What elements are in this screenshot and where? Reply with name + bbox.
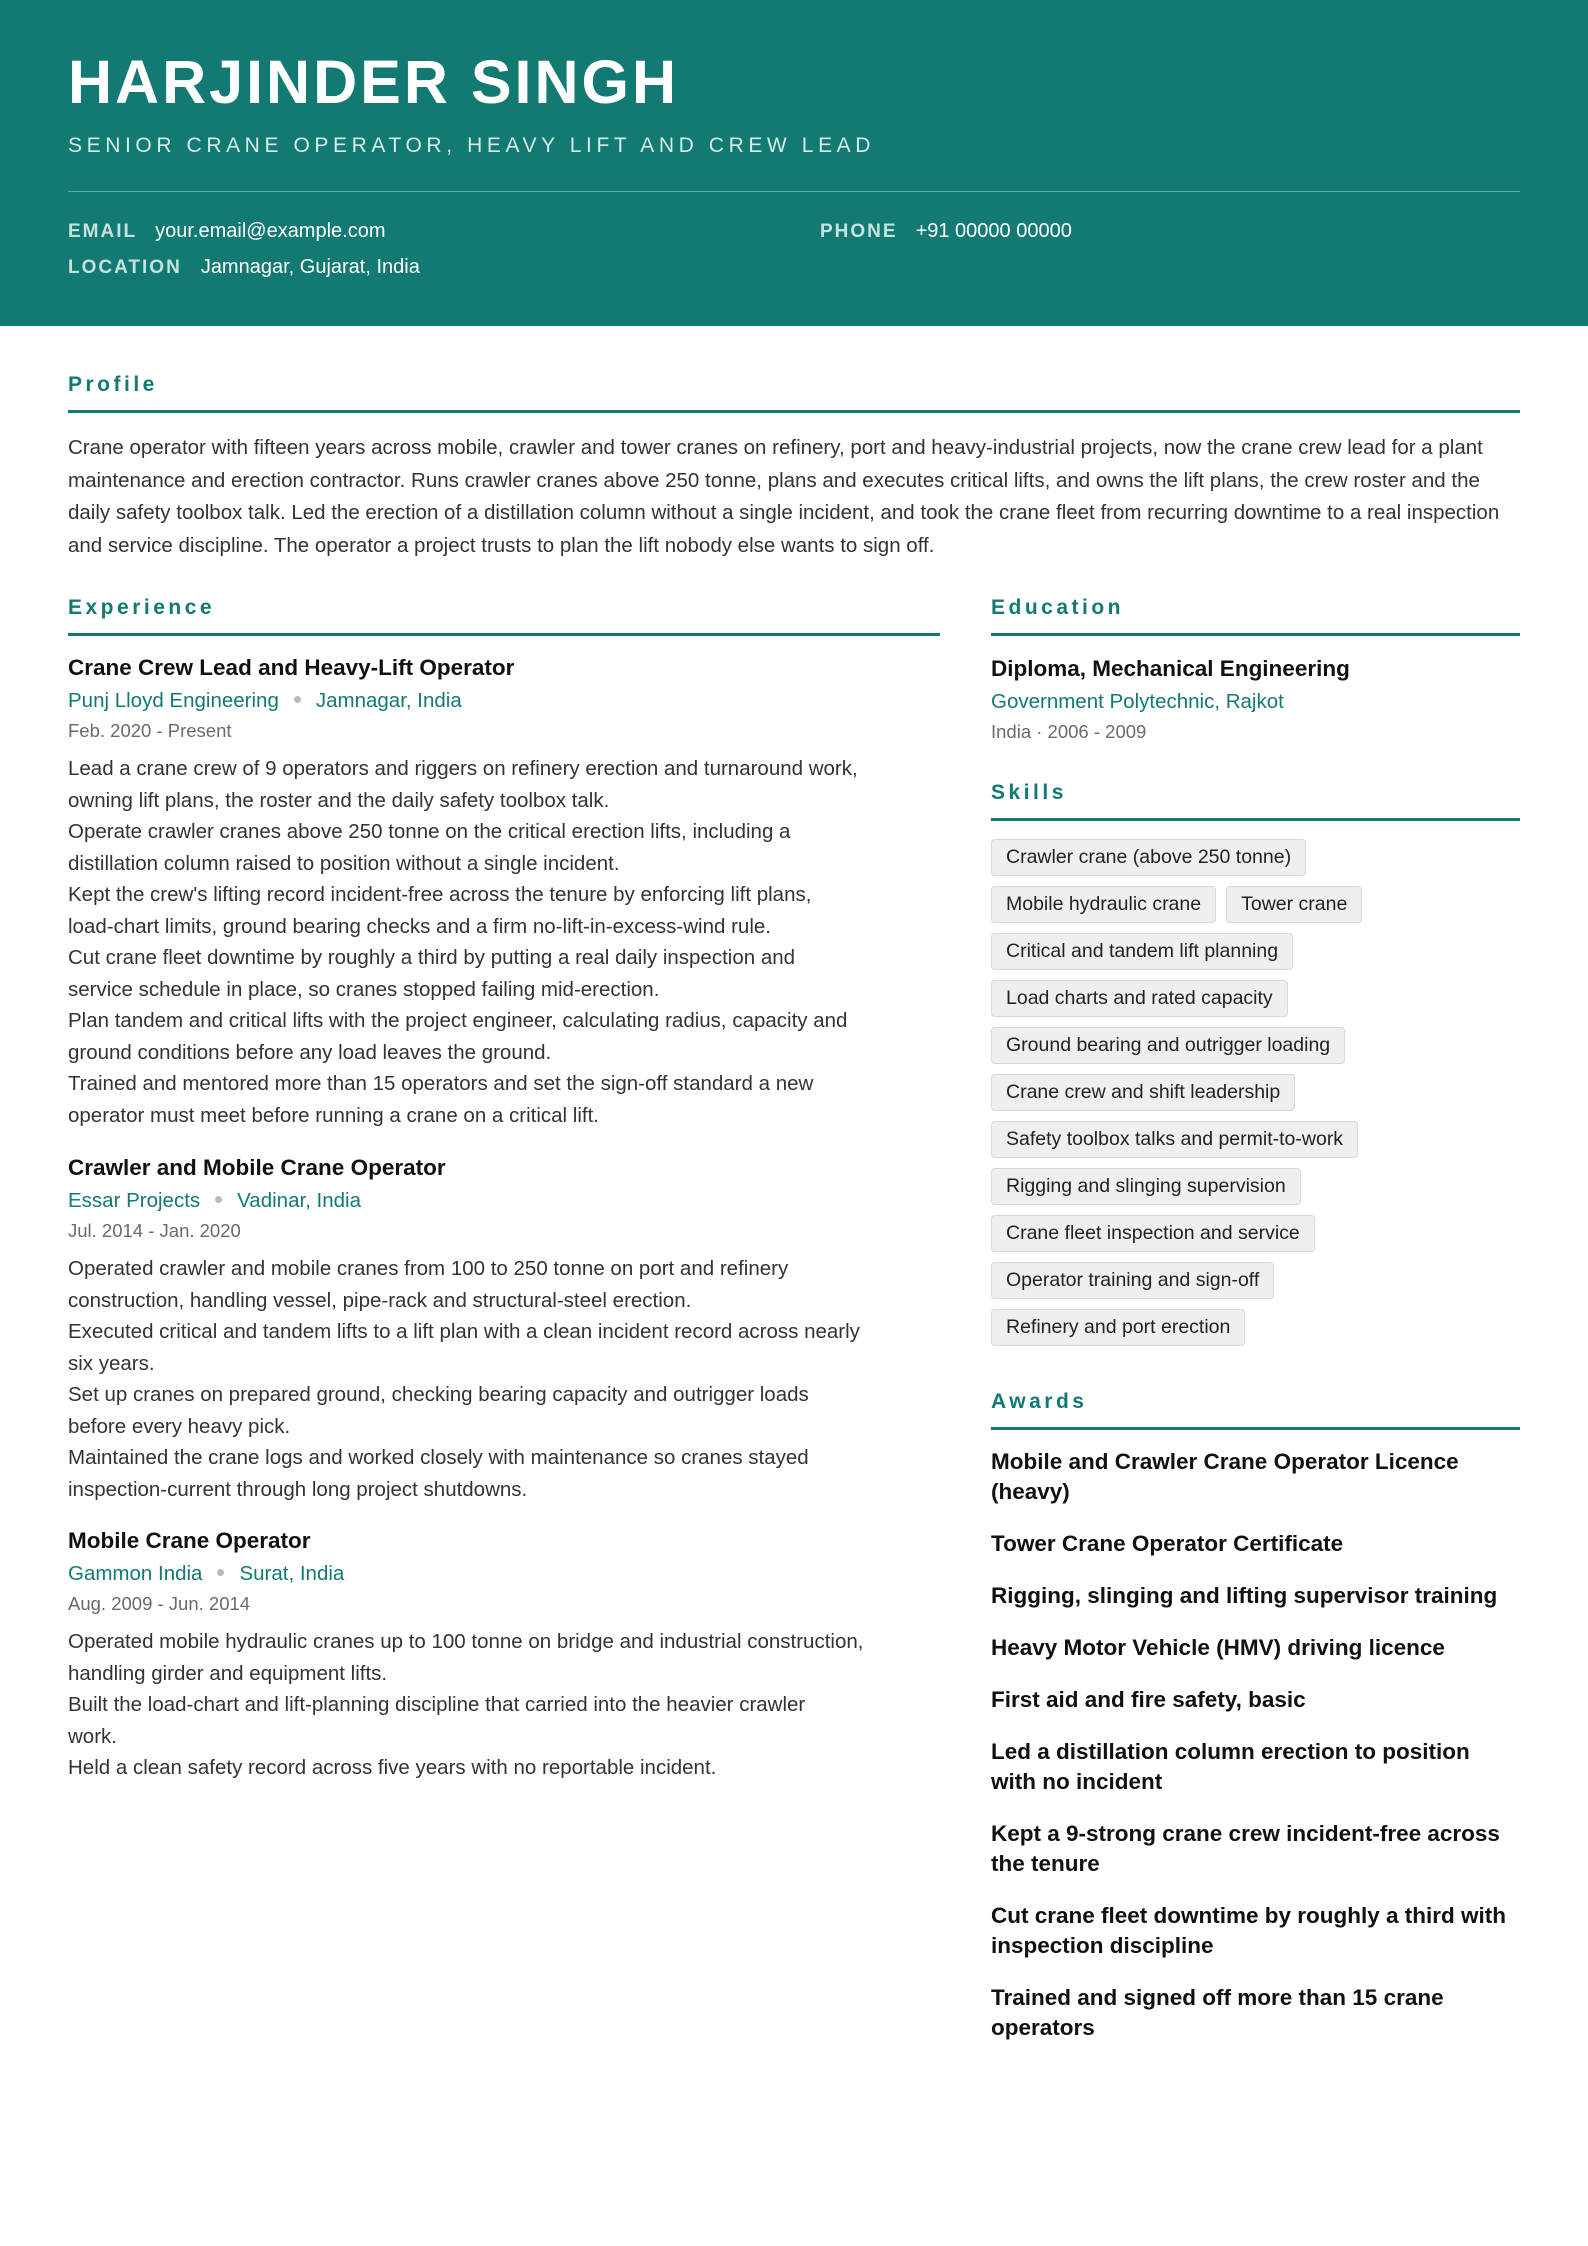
candidate-name: HARJINDER SINGH — [68, 48, 680, 116]
job-line: Held a clean safety record across five years with no reportable incident. — [68, 1756, 717, 1779]
job-dates: Aug. 2009 - Jun. 2014 — [68, 1593, 251, 1614]
profile-heading: Profile — [68, 373, 158, 396]
skills-heading: Skills — [991, 781, 1067, 804]
job-line: inspection-current through long project shutdowns. — [68, 1477, 528, 1501]
separator-dot-icon — [294, 696, 301, 703]
job-line: work. — [68, 1724, 117, 1748]
job-line: load-chart limits, ground bearing checks and a firm no-lift-in-excess-wind rule. — [68, 914, 771, 938]
resume-header — [0, 0, 1588, 326]
education-school: Government Polytechnic, Rajkot — [991, 690, 1284, 713]
awards-heading: Awards — [991, 1390, 1088, 1413]
skill-tag: Ground bearing and outrigger loading — [991, 1027, 1345, 1064]
job-line: Trained and mentored more than 15 operators and set the sign-off standard a new — [68, 1072, 814, 1095]
experience-divider — [68, 633, 940, 636]
education-entry — [991, 652, 1520, 747]
skill-tag: Critical and tandem lift planning — [991, 933, 1293, 970]
job-line: distillation column raised to position without a single incident. — [68, 851, 620, 875]
profile-summary: Crane operator with fifteen years across mobile, crawler and tower cranes on refinery, port and heavy-industrial projects, now the crane crew lead for a plant maintenance and erection contractor. Runs crawler cranes above 250 tonne, plans and executes critical lifts, and owns the lift plans, the crew roster and the daily safety toolbox talk. Led the erection of a distillation column without a single incident, and took the crane fleet from recurring downtime to a real inspection and service discipline. The operator a project trusts to plan the lift nobody else wants to sign off. — [68, 436, 1500, 558]
skill-tag: Crane fleet inspection and service — [991, 1215, 1315, 1252]
job-company: Punj Lloyd Engineering — [68, 689, 279, 712]
education-degree: Diploma, Mechanical Engineering — [991, 656, 1350, 681]
job-line: owning lift plans, the roster and the daily safety toolbox talk. — [68, 788, 610, 812]
job-employer — [68, 685, 940, 716]
job-dates: Jul. 2014 - Jan. 2020 — [68, 1220, 241, 1241]
phone-label: PHONE — [820, 221, 898, 242]
job-description — [68, 1626, 940, 1784]
skills-divider — [991, 818, 1520, 821]
job-company: Essar Projects — [68, 1189, 201, 1212]
job-location: Jamnagar, India — [315, 689, 462, 712]
award-item: Trained and signed off more than 15 crane operators — [991, 1985, 1444, 2040]
job-line: Plan tandem and critical lifts with the project engineer, calculating radius, capacity and — [68, 1009, 848, 1032]
job-line: handling girder and equipment lifts. — [68, 1661, 388, 1685]
job-line: Operate crawler cranes above 250 tonne on the critical erection lifts, including a — [68, 820, 791, 843]
job-title: Mobile Crane Operator — [68, 1528, 311, 1553]
job-line: Kept the crew's lifting record incident-free across the tenure by enforcing lift plans, — [68, 883, 812, 906]
skill-tag: Operator training and sign-off — [991, 1262, 1274, 1299]
award-item: Mobile and Crawler Crane Operator Licence (heavy) — [991, 1449, 1459, 1504]
job-description — [68, 753, 940, 1131]
separator-dot-icon — [215, 1196, 222, 1203]
job-title: Crane Crew Lead and Heavy-Lift Operator — [68, 655, 515, 680]
award-item: Kept a 9-strong crane crew incident-free across the tenure — [991, 1821, 1500, 1876]
award-item: Rigging, slinging and lifting supervisor training — [991, 1583, 1498, 1608]
job-line: Maintained the crane logs and worked closely with maintenance so cranes stayed — [68, 1446, 809, 1469]
job-company: Gammon India — [68, 1562, 203, 1585]
job-line: Executed critical and tandem lifts to a lift plan with a clean incident record across nearly — [68, 1320, 860, 1343]
contact-email — [68, 218, 386, 245]
job-line: Operated mobile hydraulic cranes up to 100 tonne on bridge and industrial construction, — [68, 1630, 864, 1653]
job-line: Set up cranes on prepared ground, checking bearing capacity and outrigger loads — [68, 1383, 809, 1406]
job-employer — [68, 1558, 940, 1589]
skill-tag: Rigging and slinging supervision — [991, 1168, 1301, 1205]
education-heading: Education — [991, 596, 1125, 619]
contact-location — [68, 254, 420, 281]
job-line: construction, handling vessel, pipe-rack and structural-steel erection. — [68, 1288, 692, 1312]
award-item: Cut crane fleet downtime by roughly a third with inspection discipline — [991, 1903, 1507, 1958]
education-meta: India · 2006 - 2009 — [991, 721, 1147, 742]
award-item: Tower Crane Operator Certificate — [991, 1531, 1344, 1556]
job-line: Operated crawler and mobile cranes from 100 to 250 tonne on port and refinery — [68, 1257, 789, 1280]
experience-entry — [68, 1524, 940, 1784]
skill-tag: Refinery and port erection — [991, 1309, 1245, 1346]
education-divider — [991, 633, 1520, 636]
email-label: EMAIL — [68, 221, 138, 242]
experience-entry — [68, 1151, 940, 1505]
location-label: LOCATION — [68, 257, 182, 278]
skill-tag: Safety toolbox talks and permit-to-work — [991, 1121, 1358, 1158]
job-dates: Feb. 2020 - Present — [68, 720, 232, 741]
contact-phone — [820, 218, 1072, 245]
job-line: before every heavy pick. — [68, 1414, 291, 1438]
job-description — [68, 1253, 940, 1505]
job-title: Crawler and Mobile Crane Operator — [68, 1155, 446, 1180]
job-employer — [68, 1185, 940, 1216]
awards-divider — [991, 1427, 1520, 1430]
job-line: operator must meet before running a crane on a critical lift. — [68, 1103, 599, 1127]
job-location: Vadinar, India — [237, 1189, 362, 1212]
candidate-role: SENIOR CRANE OPERATOR, HEAVY LIFT AND CREW LEAD — [68, 134, 876, 157]
job-line: ground conditions before any load leaves the ground. — [68, 1040, 552, 1064]
separator-dot-icon — [217, 1569, 224, 1576]
job-line: service schedule in place, so cranes stopped failing mid-erection. — [68, 977, 660, 1001]
skills-list — [991, 839, 1531, 1356]
job-location: Surat, India — [239, 1562, 345, 1585]
skill-tag: Mobile hydraulic crane — [991, 886, 1216, 923]
email-value[interactable]: your.email@example.com — [155, 220, 386, 242]
skill-tag: Crane crew and shift leadership — [991, 1074, 1295, 1111]
location-value: Jamnagar, Gujarat, India — [200, 256, 420, 278]
award-item: Heavy Motor Vehicle (HMV) driving licence — [991, 1635, 1445, 1660]
award-item: First aid and fire safety, basic — [991, 1687, 1306, 1712]
job-line: Lead a crane crew of 9 operators and riggers on refinery erection and turnaround work, — [68, 757, 858, 780]
job-line: six years. — [68, 1351, 155, 1375]
profile-divider — [68, 410, 1520, 413]
award-item: Led a distillation column erection to position with no incident — [991, 1739, 1470, 1794]
skill-tag: Load charts and rated capacity — [991, 980, 1288, 1017]
skill-tag: Crawler crane (above 250 tonne) — [991, 839, 1306, 876]
skill-tag: Tower crane — [1226, 886, 1362, 923]
job-line: Built the load-chart and lift-planning discipline that carried into the heavier crawler — [68, 1693, 806, 1716]
header-divider — [68, 191, 1520, 192]
phone-value[interactable]: +91 00000 00000 — [915, 220, 1072, 242]
experience-heading: Experience — [68, 596, 216, 619]
experience-entry — [68, 651, 940, 1131]
job-line: Cut crane fleet downtime by roughly a third by putting a real daily inspection and — [68, 946, 796, 969]
